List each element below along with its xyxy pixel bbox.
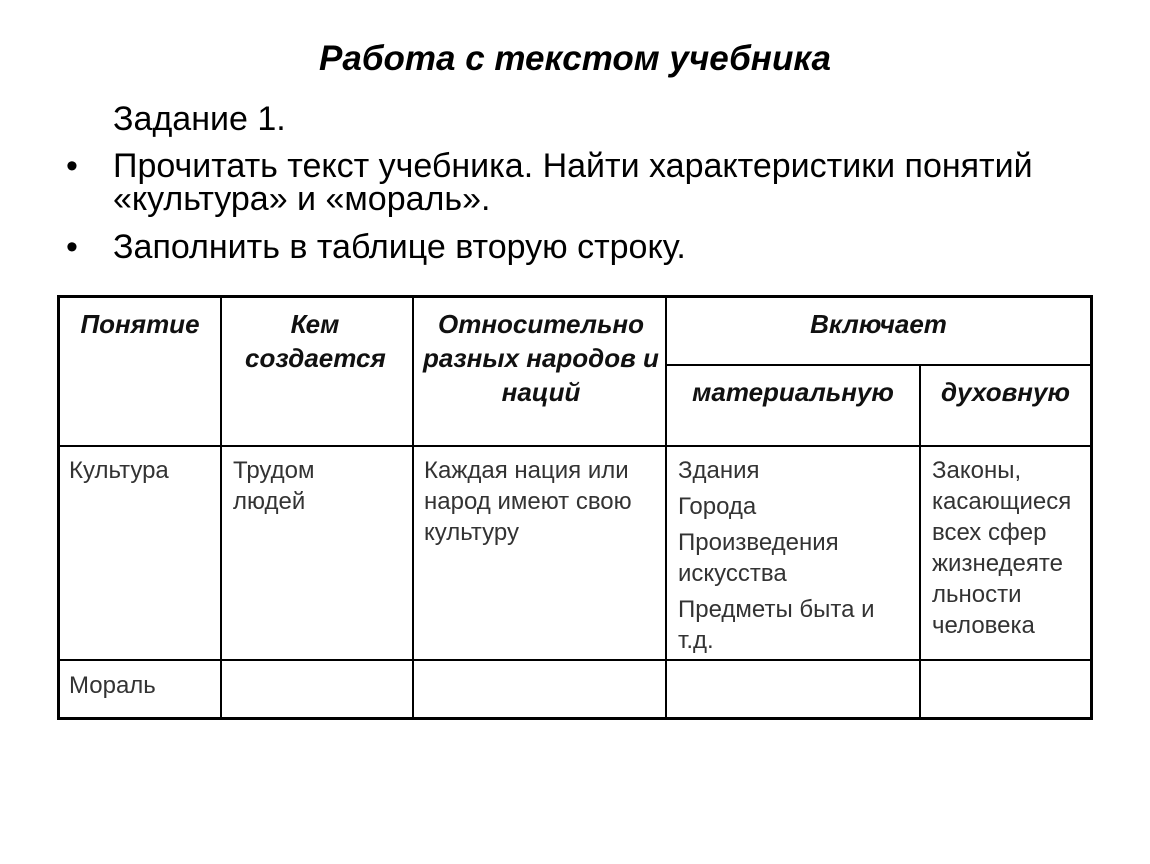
concept-table <box>57 295 1093 720</box>
column-divider <box>665 298 667 717</box>
slide-title: Работа с текстом учебника <box>319 39 831 78</box>
row-divider <box>60 445 1090 447</box>
cell-concept: Культура <box>69 457 169 484</box>
row-divider <box>60 659 1090 661</box>
cell-spiritual: Законы, касающиеся всех сфер жизнедеяте льности человека <box>932 457 1072 639</box>
task-heading: Задание 1. <box>113 100 286 138</box>
column-divider <box>220 298 222 717</box>
header-created-by: Кем создается <box>245 309 386 373</box>
cell-concept: Мораль <box>69 672 156 699</box>
cell-created-by: Трудом людей <box>233 457 315 515</box>
material-item: Произведения искусства <box>678 529 839 587</box>
header-spiritual: духовную <box>941 377 1070 407</box>
column-divider <box>412 298 414 717</box>
bullet-symbol: • <box>66 228 78 266</box>
bullet-list <box>0 0 1150 300</box>
header-concept: Понятие <box>80 309 200 339</box>
row-divider <box>667 364 1090 366</box>
bullet-text: Заполнить в таблице вторую строку. <box>113 228 686 266</box>
bullet-text: Прочитать текст учебника. Найти характеристики понятий «культура» и «мораль». <box>113 147 1033 218</box>
header-includes: Включает <box>810 309 947 339</box>
cell-material <box>678 455 916 661</box>
bullet-symbol: • <box>66 147 78 185</box>
header-relative-to-peoples: Относительно разных народов и наций <box>423 309 659 407</box>
material-item: Города <box>678 493 757 520</box>
column-divider <box>919 365 921 717</box>
cell-relative-to-peoples: Каждая нация или народ имеют свою культуру <box>424 457 632 546</box>
material-item: Предметы быта и т.д. <box>678 596 875 654</box>
header-material: материальную <box>692 377 894 407</box>
material-item: Здания <box>678 457 760 484</box>
